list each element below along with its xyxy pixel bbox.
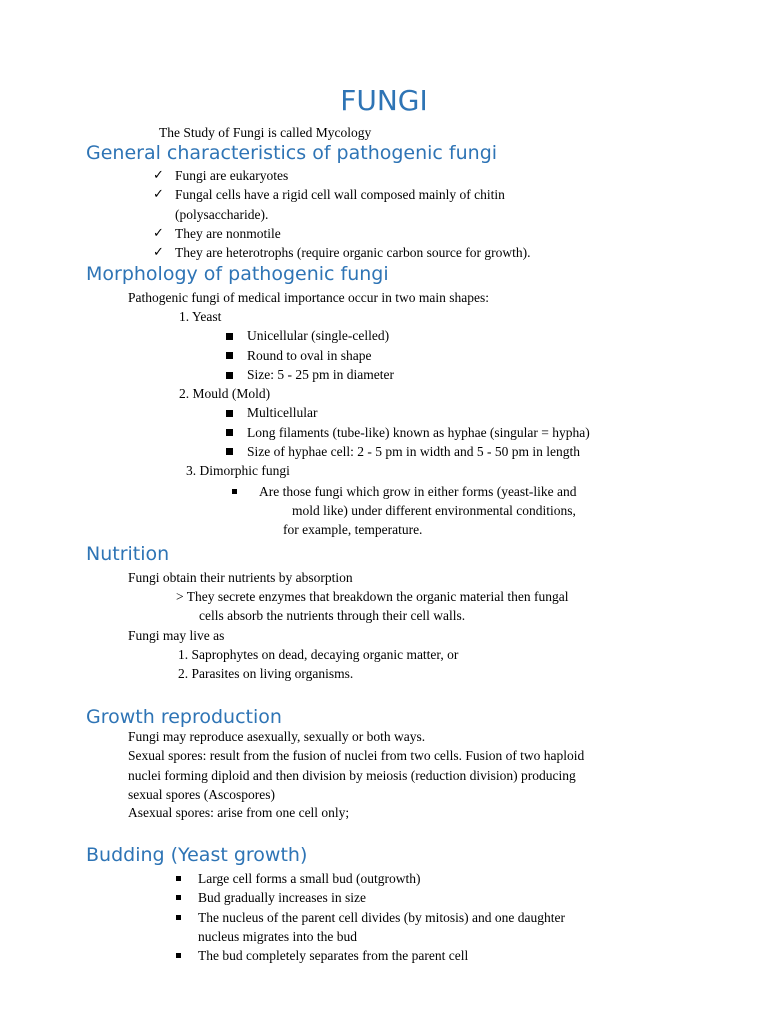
list-item: 1. Saprophytes on dead, decaying organic matter, or	[178, 647, 459, 662]
check-icon: ✓	[153, 244, 164, 259]
square-bullet-icon	[226, 352, 233, 359]
list-item: Large cell forms a small bud (outgrowth)	[198, 871, 421, 886]
list-item-continuation: (polysaccharide).	[175, 207, 269, 222]
square-bullet-icon	[226, 333, 233, 340]
growth-text: nuclei forming diploid and then division by meiosis (reduction division) producing	[128, 768, 576, 783]
growth-text: sexual spores (Ascospores)	[128, 787, 275, 802]
growth-text: Fungi may reproduce asexually, sexually or both ways.	[128, 729, 426, 744]
nutrition-text: cells absorb the nutrients through their cell walls.	[199, 608, 466, 623]
list-item-continuation: nucleus migrates into the bud	[198, 929, 357, 944]
check-icon: ✓	[153, 167, 164, 182]
list-item: 2. Parasites on living organisms.	[178, 666, 354, 681]
list-item: Round to oval in shape	[247, 348, 372, 363]
page-title: FUNGI	[340, 84, 428, 117]
list-item: Unicellular (single-celled)	[247, 328, 390, 343]
list-item: Bud gradually increases in size	[198, 890, 366, 905]
list-item: They are heterotrophs (require organic carbon source for growth).	[175, 245, 531, 260]
list-item: The bud completely separates from the parent cell	[198, 948, 469, 963]
list-item: Fungal cells have a rigid cell wall composed mainly of chitin	[175, 187, 505, 202]
list-item: Multicellular	[247, 405, 318, 420]
check-icon: ✓	[153, 186, 164, 201]
nutrition-text: Fungi obtain their nutrients by absorption	[128, 570, 353, 585]
heading-nutrition: Nutrition	[86, 543, 170, 565]
small-square-bullet-icon	[176, 915, 181, 920]
small-square-bullet-icon	[176, 953, 181, 958]
heading-morphology: Morphology of pathogenic fungi	[86, 263, 389, 285]
yeast-label: 1. Yeast	[179, 309, 222, 324]
heading-growth: Growth reproduction	[86, 706, 282, 728]
list-item: Size of hyphae cell: 2 - 5 pm in width and 5 - 50 pm in length	[247, 444, 580, 459]
dimorphic-label: 3. Dimorphic fungi	[186, 463, 290, 478]
square-bullet-icon	[226, 410, 233, 417]
morphology-intro: Pathogenic fungi of medical importance occur in two main shapes:	[128, 290, 490, 305]
list-item: Are those fungi which grow in either forms (yeast-like and	[259, 484, 577, 499]
list-item: They are nonmotile	[175, 226, 281, 241]
intro-text: The Study of Fungi is called Mycology	[159, 125, 372, 140]
list-item: Size: 5 - 25 pm in diameter	[247, 367, 394, 382]
list-item-continuation: mold like) under different environmental conditions,	[292, 503, 576, 518]
square-bullet-icon	[226, 429, 233, 436]
mould-label: 2. Mould (Mold)	[179, 386, 271, 401]
small-square-bullet-icon	[176, 895, 181, 900]
heading-general: General characteristics of pathogenic fungi	[86, 142, 498, 164]
growth-text: Asexual spores: arise from one cell only;	[128, 805, 350, 820]
growth-text: Sexual spores: result from the fusion of nuclei from two cells. Fusion of two haploid	[128, 748, 585, 763]
nutrition-text: Fungi may live as	[128, 628, 225, 643]
small-square-bullet-icon	[232, 489, 237, 494]
square-bullet-icon	[226, 372, 233, 379]
heading-budding: Budding (Yeast growth)	[86, 844, 308, 866]
list-item: Fungi are eukaryotes	[175, 168, 289, 183]
list-item-continuation: for example, temperature.	[283, 522, 423, 537]
check-icon: ✓	[153, 225, 164, 240]
nutrition-text: > They secrete enzymes that breakdown the organic material then fungal	[176, 589, 569, 604]
small-square-bullet-icon	[176, 876, 181, 881]
list-item: The nucleus of the parent cell divides (by mitosis) and one daughter	[198, 910, 566, 925]
list-item: Long filaments (tube-like) known as hyphae (singular = hypha)	[247, 425, 590, 440]
square-bullet-icon	[226, 448, 233, 455]
